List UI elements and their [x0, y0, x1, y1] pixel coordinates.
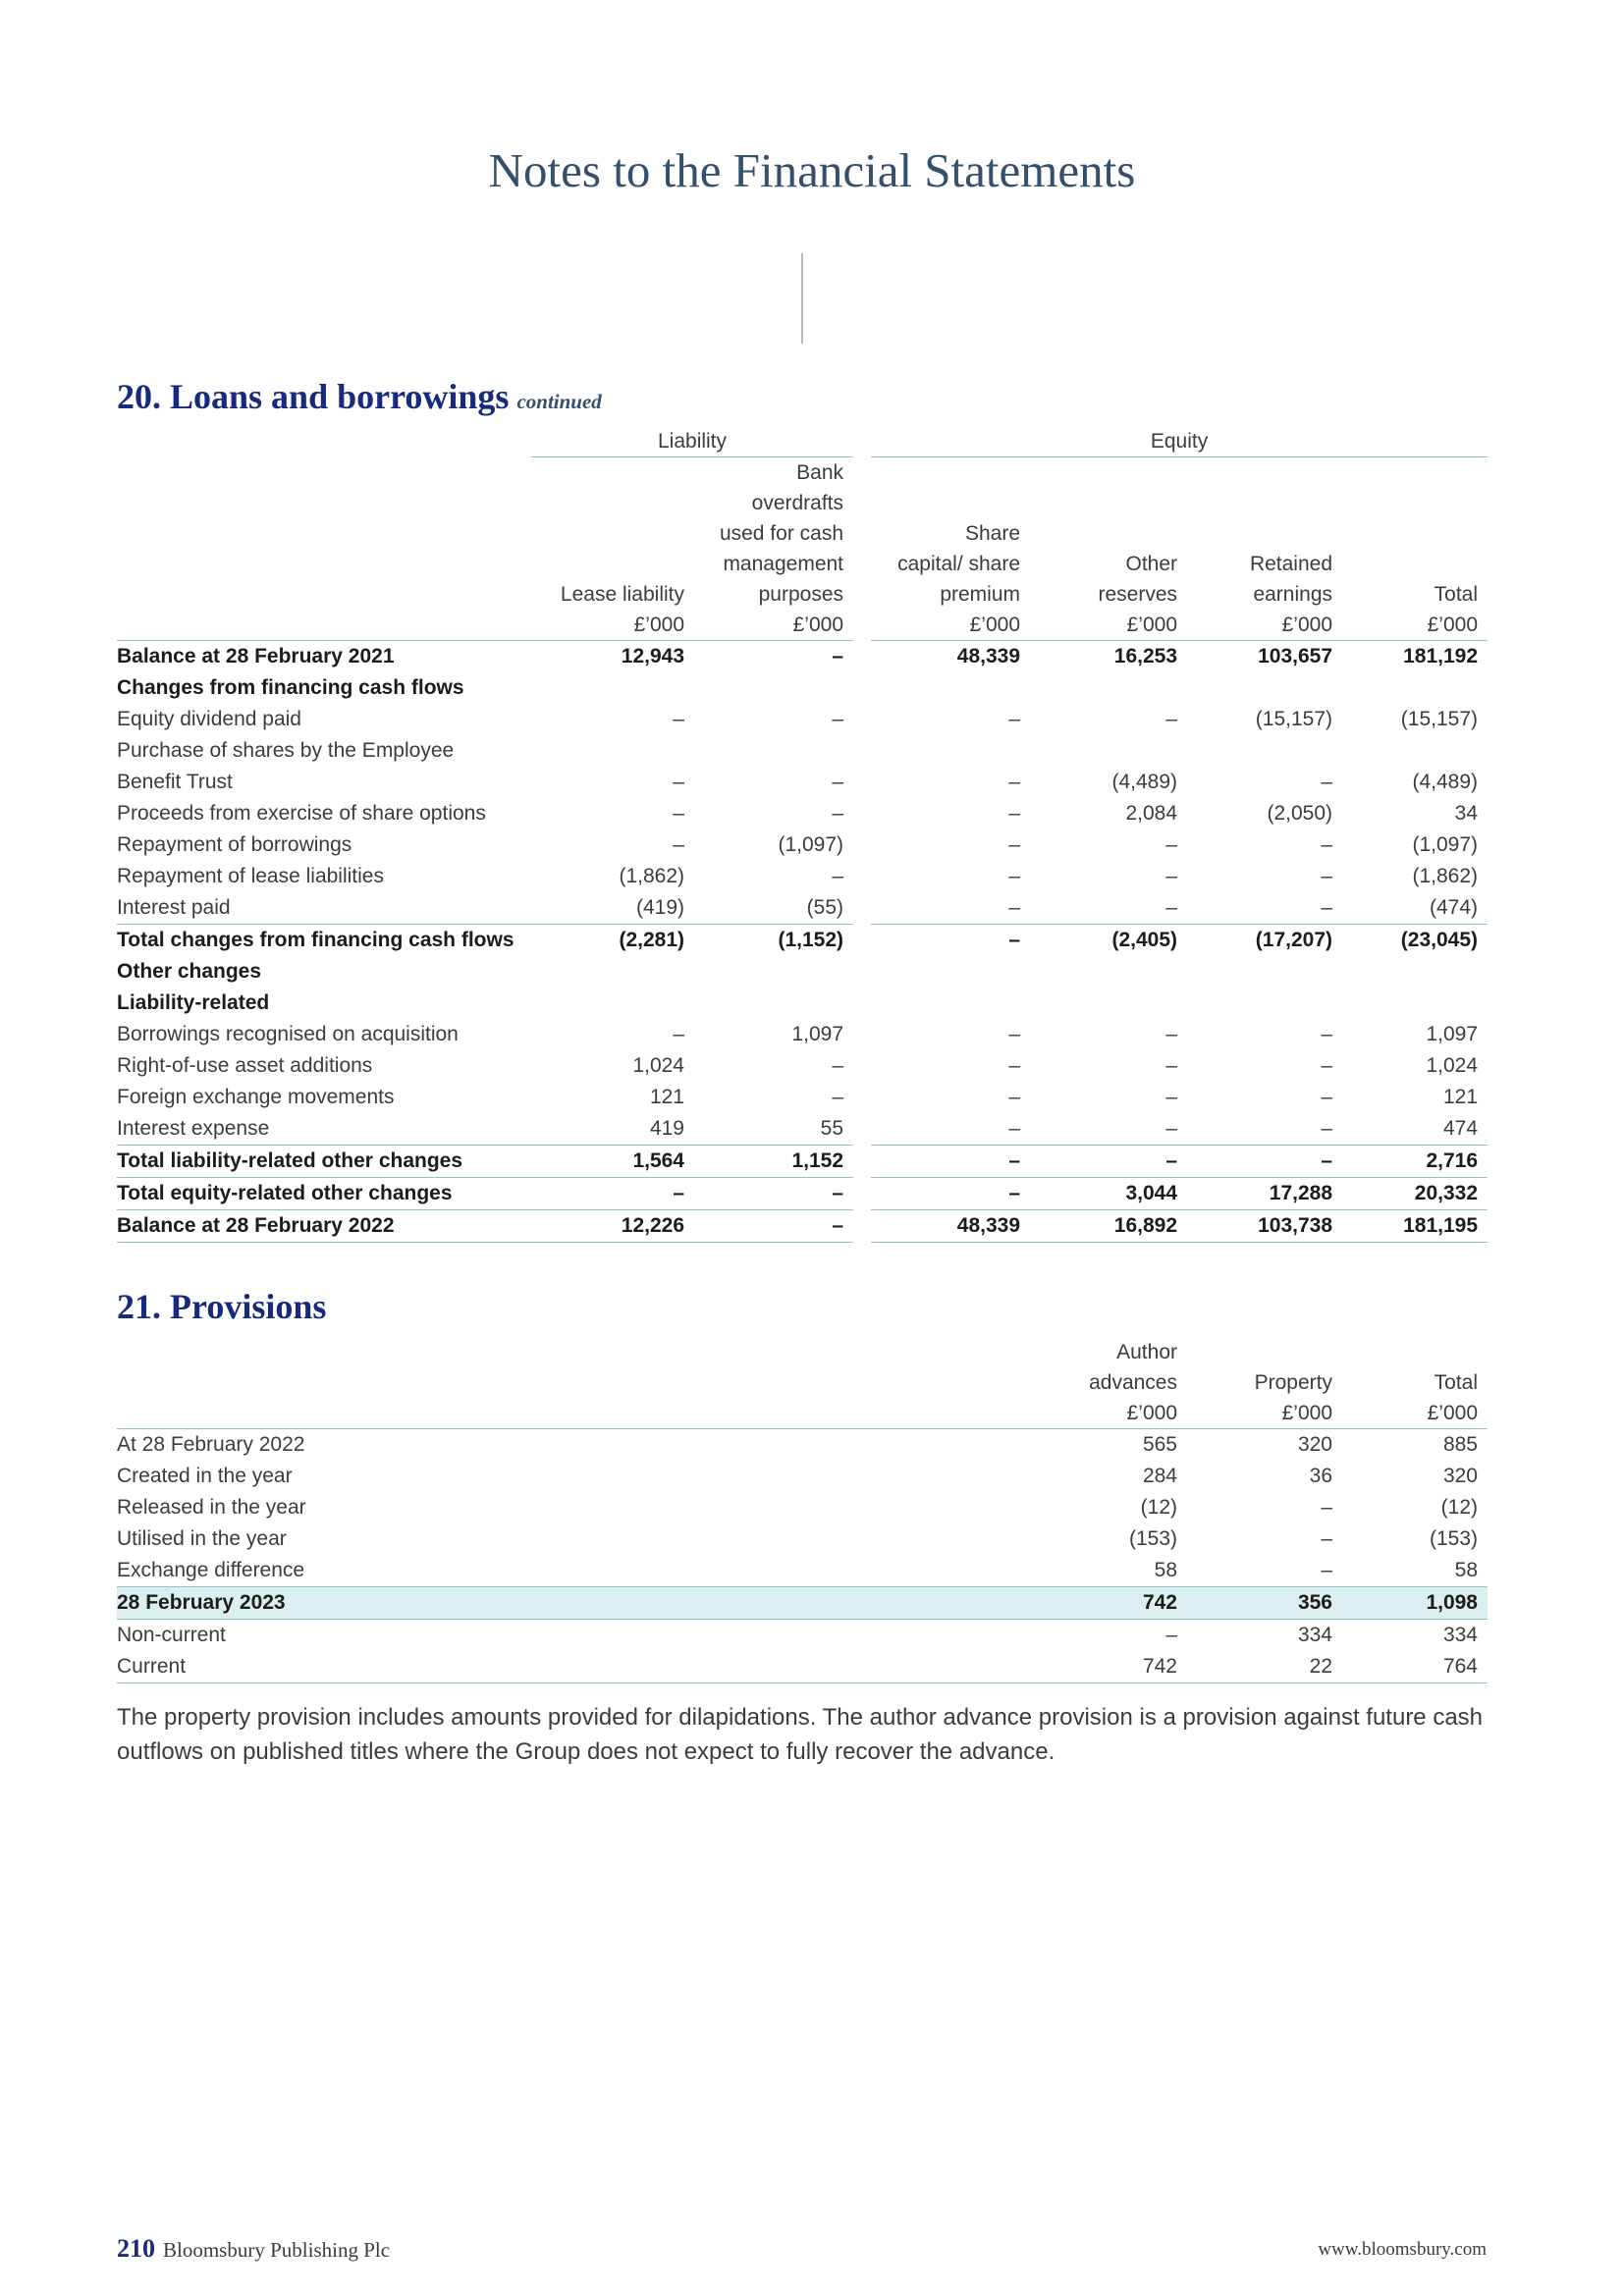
value-cell: – [1187, 1146, 1342, 1178]
table-row [117, 1113, 1488, 1146]
table-row [117, 1492, 1488, 1523]
value-cell: (2,405) [1030, 925, 1187, 957]
row-label: Right-of-use asset additions [117, 1054, 373, 1077]
value-cell: 181,192 [1342, 641, 1488, 673]
value-cell: – [1008, 708, 1021, 730]
spacer-cell [853, 457, 871, 641]
value-cell: 474 [1442, 1117, 1479, 1140]
value-cell: 48,339 [871, 641, 1030, 673]
value-cell: 356 [1187, 1587, 1342, 1620]
value-cell: 103,657 [1187, 641, 1342, 673]
value-cell: 58 [1154, 1559, 1177, 1581]
table-row [117, 925, 1488, 957]
value-cell: 55 [820, 1117, 844, 1140]
column-header: Retained earnings £’000 [1249, 553, 1333, 636]
value-cell: (474) [1429, 896, 1479, 919]
empty-cell [1187, 735, 1342, 767]
value-cell: 22 [1187, 1651, 1342, 1683]
website-link[interactable]: www.bloomsbury.com [1318, 2239, 1487, 2260]
spacer-cell [853, 1178, 871, 1210]
value-cell: – [1008, 802, 1021, 825]
row-label: Liability-related [117, 991, 270, 1014]
footer-left [117, 2234, 390, 2264]
value-cell: – [1321, 865, 1333, 887]
table-row [117, 1461, 1488, 1492]
row-label: Current [117, 1651, 1030, 1683]
value-cell: – [1321, 1054, 1333, 1077]
value-cell: – [673, 833, 684, 856]
table-row [117, 1555, 1488, 1587]
table-row [117, 1050, 1488, 1082]
value-cell: – [832, 771, 844, 793]
value-cell: – [531, 1178, 694, 1210]
value-cell: 36 [1309, 1465, 1332, 1487]
column-header: Bank overdrafts used for cash management purposes £’000 [719, 461, 844, 636]
table-row [117, 892, 1488, 925]
provisions-heading [117, 1286, 326, 1327]
row-label: Proceeds from exercise of share options [117, 802, 486, 825]
value-cell: (1,862) [619, 865, 684, 887]
spacer-cell [853, 892, 871, 925]
table-row [117, 1210, 1488, 1243]
value-cell: – [1321, 1496, 1332, 1519]
table-row [117, 672, 1488, 704]
table-row [117, 829, 1488, 861]
value-cell: – [1008, 1023, 1021, 1045]
spacer-cell [853, 704, 871, 735]
value-cell: 742 [1030, 1651, 1187, 1683]
empty-cell [871, 672, 1030, 704]
value-cell: 3,044 [1030, 1178, 1187, 1210]
table-row [117, 1146, 1488, 1178]
row-label: Repayment of lease liabilities [117, 865, 384, 887]
spacer-cell [853, 861, 871, 892]
value-cell: – [1030, 1146, 1187, 1178]
value-cell: 320 [1187, 1429, 1342, 1462]
row-label: Released in the year [117, 1496, 306, 1519]
value-cell: 1,097 [1426, 1023, 1479, 1045]
value-cell: 1,564 [531, 1146, 694, 1178]
table-row [117, 988, 1488, 1019]
row-label: Repayment of borrowings [117, 833, 352, 856]
value-cell: (23,045) [1342, 925, 1488, 957]
table-row [117, 1178, 1488, 1210]
value-cell: 334 [1342, 1620, 1488, 1652]
value-cell: (17,207) [1187, 925, 1342, 957]
loans-heading-text: 20. Loans and borrowings [117, 377, 510, 416]
empty-cell [1030, 735, 1187, 767]
value-cell: – [694, 641, 853, 673]
value-cell: – [1321, 1559, 1332, 1581]
value-cell: (153) [1128, 1527, 1177, 1550]
value-cell: 12,226 [531, 1210, 694, 1243]
column-header: Total £’000 [1427, 583, 1479, 636]
value-cell: – [1321, 1086, 1333, 1108]
row-label: Utilised in the year [117, 1527, 287, 1550]
value-cell: – [1008, 865, 1021, 887]
value-cell: (1,152) [694, 925, 853, 957]
value-cell: 16,253 [1030, 641, 1187, 673]
value-cell: – [832, 708, 844, 730]
value-cell: – [832, 802, 844, 825]
row-label: Created in the year [117, 1465, 293, 1487]
spacer-cell [853, 767, 871, 798]
empty-cell [531, 988, 694, 1019]
value-cell: (1,097) [1412, 833, 1479, 856]
value-cell: 20,332 [1342, 1178, 1488, 1210]
spacer-cell [853, 735, 871, 767]
row-label: Non-current [117, 1620, 1030, 1652]
row-label: Total equity-related other changes [117, 1178, 531, 1210]
row-label: Borrowings recognised on acquisition [117, 1023, 459, 1045]
row-label: At 28 February 2022 [117, 1429, 1030, 1462]
spacer-cell [853, 672, 871, 704]
table-row [117, 1019, 1488, 1050]
value-cell: (15,157) [1400, 708, 1479, 730]
value-cell: 1,152 [694, 1146, 853, 1178]
value-cell: 419 [649, 1117, 684, 1140]
page-title: Notes to the Financial Statements [488, 143, 1136, 197]
row-label: Foreign exchange movements [117, 1086, 395, 1108]
spacer-cell [853, 1113, 871, 1146]
column-header: Lease liability £’000 [560, 583, 684, 636]
empty-cell [871, 988, 1030, 1019]
row-label: Equity dividend paid [117, 708, 301, 730]
table-row [117, 641, 1488, 673]
table-row [117, 1082, 1488, 1113]
value-cell: – [1321, 896, 1333, 919]
empty-cell [871, 956, 1030, 988]
table-row [117, 798, 1488, 829]
value-cell: – [1008, 896, 1021, 919]
column-header: Other reserves £’000 [1098, 553, 1178, 636]
column-header: Share capital/ share premium £’000 [897, 522, 1021, 636]
value-cell: (1,862) [1412, 865, 1479, 887]
continued-label: continued [516, 390, 602, 413]
value-cell: (4,489) [1412, 771, 1479, 793]
value-cell: – [1321, 833, 1333, 856]
value-cell: – [1008, 833, 1021, 856]
table-row [117, 1429, 1488, 1462]
spacer-cell [853, 641, 871, 673]
row-label: Purchase of shares by the Employee [117, 739, 455, 762]
value-cell: 16,892 [1030, 1210, 1187, 1243]
row-label: Exchange difference [117, 1559, 305, 1581]
value-cell: – [1165, 1054, 1178, 1077]
value-cell: – [1165, 896, 1178, 919]
value-cell: – [1165, 865, 1178, 887]
value-cell: 121 [649, 1086, 684, 1108]
value-cell: (2,050) [1267, 802, 1333, 825]
table-row [117, 1587, 1488, 1620]
spacer-cell [117, 427, 531, 457]
value-cell: – [871, 1146, 1030, 1178]
column-header: Author advances £’000 [1089, 1341, 1177, 1424]
row-label: Interest paid [117, 896, 231, 919]
value-cell: 764 [1342, 1651, 1488, 1683]
value-cell: 1,097 [791, 1023, 844, 1045]
value-cell: – [1321, 1117, 1333, 1140]
value-cell: 12,943 [531, 641, 694, 673]
row-label: Total changes from financing cash flows [117, 925, 531, 957]
row-label: Interest expense [117, 1117, 270, 1140]
value-cell: (55) [806, 896, 844, 919]
value-cell: – [1321, 1023, 1333, 1045]
value-cell: 2,716 [1342, 1146, 1488, 1178]
value-cell: – [673, 708, 684, 730]
title-divider [801, 253, 803, 344]
value-cell: – [832, 1086, 844, 1108]
value-cell: – [832, 865, 844, 887]
table-row [117, 767, 1488, 798]
value-cell: 121 [1442, 1086, 1479, 1108]
spacer-cell [117, 1337, 1030, 1429]
value-cell: (2,281) [531, 925, 694, 957]
empty-cell [694, 956, 853, 988]
value-cell: – [1008, 1054, 1021, 1077]
empty-cell [694, 988, 853, 1019]
row-label: 28 February 2023 [117, 1587, 1030, 1620]
spacer-cell [853, 988, 871, 1019]
spacer-cell [853, 956, 871, 988]
empty-cell [871, 735, 1030, 767]
row-label: Other changes [117, 960, 262, 983]
column-header: Property £’000 [1254, 1371, 1332, 1424]
empty-cell [1342, 735, 1488, 767]
value-cell: (15,157) [1255, 708, 1333, 730]
table-row [117, 1523, 1488, 1555]
spacer-cell [853, 1050, 871, 1082]
value-cell: – [871, 1178, 1030, 1210]
row-label: Balance at 28 February 2021 [117, 641, 531, 673]
value-cell: (4,489) [1111, 771, 1178, 793]
value-cell: 2,084 [1125, 802, 1178, 825]
spacer-cell [117, 457, 531, 641]
value-cell: – [1030, 1620, 1187, 1652]
value-cell: (153) [1429, 1527, 1478, 1550]
value-cell: – [1008, 771, 1021, 793]
empty-cell [531, 672, 694, 704]
empty-cell [1187, 988, 1342, 1019]
value-cell: – [1165, 708, 1178, 730]
value-cell: 48,339 [871, 1210, 1030, 1243]
row-label: Balance at 28 February 2022 [117, 1210, 531, 1243]
value-cell: – [1165, 833, 1178, 856]
empty-cell [1342, 956, 1488, 988]
spacer-cell [853, 798, 871, 829]
page-number: 210 [117, 2234, 155, 2263]
loans-table [117, 427, 1488, 1243]
empty-cell [531, 956, 694, 988]
value-cell: – [1321, 771, 1333, 793]
empty-cell [694, 672, 853, 704]
table-row [117, 861, 1488, 892]
group-liability: Liability [531, 427, 853, 457]
value-cell: – [1008, 1117, 1021, 1140]
provisions-table [117, 1337, 1488, 1683]
value-cell: – [871, 925, 1030, 957]
value-cell: 742 [1030, 1587, 1187, 1620]
value-cell: – [694, 1178, 853, 1210]
company-name: Bloomsbury Publishing Plc [163, 2238, 391, 2262]
value-cell: 1,024 [632, 1054, 684, 1077]
provisions-heading-text: 21. Provisions [117, 1287, 327, 1326]
value-cell: (12) [1140, 1496, 1177, 1519]
value-cell: – [694, 1210, 853, 1243]
empty-cell [1187, 956, 1342, 988]
spacer-cell [853, 427, 871, 457]
value-cell: 58 [1454, 1559, 1478, 1581]
empty-cell [1187, 672, 1342, 704]
spacer-cell [853, 1019, 871, 1050]
value-cell: 565 [1030, 1429, 1187, 1462]
value-cell: 885 [1342, 1429, 1488, 1462]
row-label: Benefit Trust [117, 771, 233, 793]
value-cell: – [1165, 1023, 1178, 1045]
row-label: Changes from financing cash flows [117, 676, 464, 699]
table-row [117, 704, 1488, 735]
spacer-cell [853, 925, 871, 957]
value-cell: 103,738 [1187, 1210, 1342, 1243]
value-cell: (12) [1440, 1496, 1478, 1519]
spacer-cell [853, 1146, 871, 1178]
value-cell: – [832, 1054, 844, 1077]
value-cell: – [673, 771, 684, 793]
value-cell: 284 [1142, 1465, 1177, 1487]
empty-cell [1342, 672, 1488, 704]
spacer-cell [853, 1082, 871, 1113]
value-cell: (1,097) [778, 833, 844, 856]
spacer-cell [853, 1210, 871, 1243]
table-row [117, 1651, 1488, 1683]
value-cell: – [673, 1023, 684, 1045]
empty-cell [531, 735, 694, 767]
value-cell: 1,024 [1426, 1054, 1479, 1077]
value-cell: – [1321, 1527, 1332, 1550]
value-cell: 1,098 [1342, 1587, 1488, 1620]
loans-heading [117, 376, 602, 417]
value-cell: (419) [635, 896, 684, 919]
row-label: Total liability-related other changes [117, 1146, 531, 1178]
value-cell: 181,195 [1342, 1210, 1488, 1243]
spacer-cell [853, 829, 871, 861]
value-cell: – [1165, 1117, 1178, 1140]
empty-cell [1030, 672, 1187, 704]
column-header: Total £’000 [1427, 1371, 1478, 1424]
value-cell: – [673, 802, 684, 825]
value-cell: 320 [1442, 1465, 1478, 1487]
table-row [117, 1620, 1488, 1652]
empty-cell [1342, 988, 1488, 1019]
provisions-note: The property provision includes amounts provided for dilapidations. The author advance provision is a provision against future cash outflows on published titles where the Group does not expect to fully recover the advance. [117, 1704, 1484, 1765]
empty-cell [694, 735, 853, 767]
value-cell: – [1165, 1086, 1178, 1108]
value-cell: 334 [1187, 1620, 1342, 1652]
empty-cell [1030, 956, 1187, 988]
table-row [117, 956, 1488, 988]
value-cell: 34 [1454, 802, 1479, 825]
empty-cell [1030, 988, 1187, 1019]
table-row [117, 735, 1488, 767]
value-cell: 17,288 [1187, 1178, 1342, 1210]
value-cell: – [1008, 1086, 1021, 1108]
group-equity: Equity [871, 427, 1488, 457]
